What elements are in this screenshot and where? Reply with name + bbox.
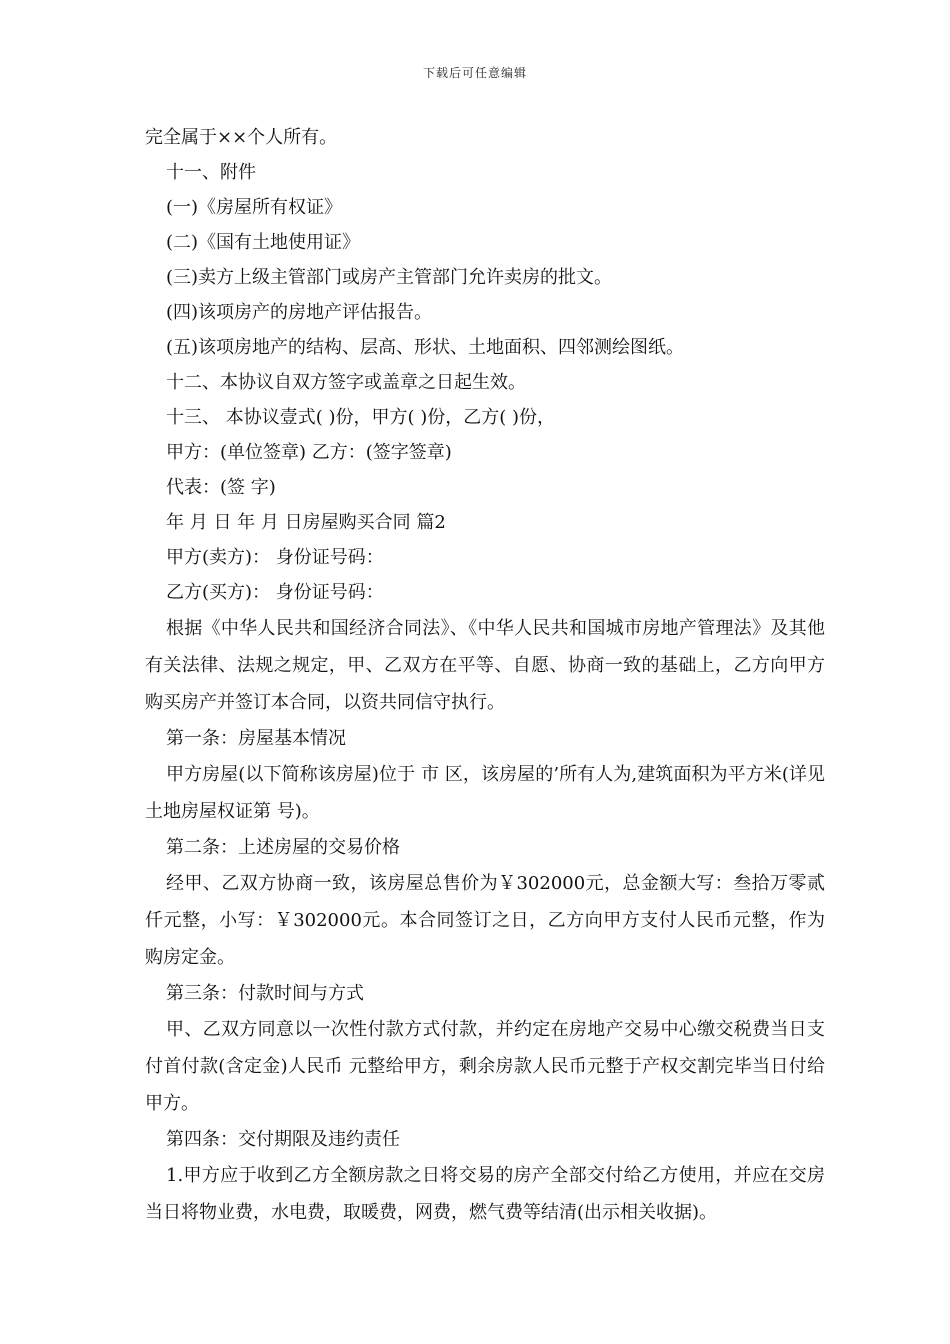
article-3-title: 第三条：付款时间与方式 xyxy=(166,983,364,1004)
article-1-body: 甲方房屋(以下简称该房屋)位于 市 区，该房屋的’所有人为,建筑面积为平方米(详见土地房屋权证第 号)。 xyxy=(145,764,825,822)
section-heading: 十二、本协议自双方签字或盖章之日起生效。 xyxy=(166,372,526,393)
list-item: (五)该项房地产的结构、层高、形状、土地面积、四邻测绘图纸。 xyxy=(166,337,685,358)
party-a-line: 甲方(卖方)： 身份证号码： xyxy=(166,547,384,568)
article-4-title: 第四条：交付期限及违约责任 xyxy=(166,1129,400,1150)
list-item: (一)《房屋所有权证》 xyxy=(166,197,343,218)
representative-line: 代表：(签 字) xyxy=(166,477,276,498)
list-item: (二)《国有土地使用证》 xyxy=(166,232,361,253)
article-1-title: 第一条：房屋基本情况 xyxy=(166,728,346,749)
paragraph-basis: 根据《中华人民共和国经济合同法》、《中华人民共和国城市房地产管理法》及其他有关法律、法规之规定，甲、乙双方在平等、自愿、协商一致的基础上，乙方向甲方购买房产并签订本合同，以资共同信守执行。 xyxy=(145,618,825,713)
article-2-title: 第二条：上述房屋的交易价格 xyxy=(166,837,400,858)
section-heading: 十一、附件 xyxy=(166,162,256,183)
document-body xyxy=(145,120,825,1231)
article-3-body: 甲、乙双方同意以一次性付款方式付款，并约定在房地产交易中心缴交税费当日支付首付款(含定金)人民币 元整给甲方，剩余房款人民币元整于产权交割完毕当日付给甲方。 xyxy=(145,1019,825,1114)
article-4-body: 1.甲方应于收到乙方全额房款之日将交易的房产全部交付给乙方使用，并应在交房当日将物业费，水电费，取暖费，网费，燃气费等结清(出示相关收据)。 xyxy=(145,1165,825,1223)
list-item: (四)该项房产的房地产评估报告。 xyxy=(166,302,433,323)
section-heading: 十三、 本协议壹式( )份，甲方( )份，乙方( )份， xyxy=(166,407,556,428)
text-line: 完全属于××个人所有。 xyxy=(145,127,338,148)
date-title-line: 年 月 日 年 月 日房屋购买合同 篇2 xyxy=(166,512,446,533)
list-item: (三)卖方上级主管部门或房产主管部门允许卖房的批文。 xyxy=(166,267,613,288)
page-header: 下载后可任意编辑 xyxy=(422,66,527,80)
party-b-line: 乙方(买方)： 身份证号码： xyxy=(166,582,384,603)
signature-line: 甲方：(单位签章) 乙方：(签字签章) xyxy=(166,442,452,463)
article-2-body: 经甲、乙双方协商一致，该房屋总售价为￥302000元，总金额大写：叁拾万零贰仟元整，小写：￥302000元。本合同签订之日，乙方向甲方支付人民币元整，作为购房定金。 xyxy=(145,873,825,968)
